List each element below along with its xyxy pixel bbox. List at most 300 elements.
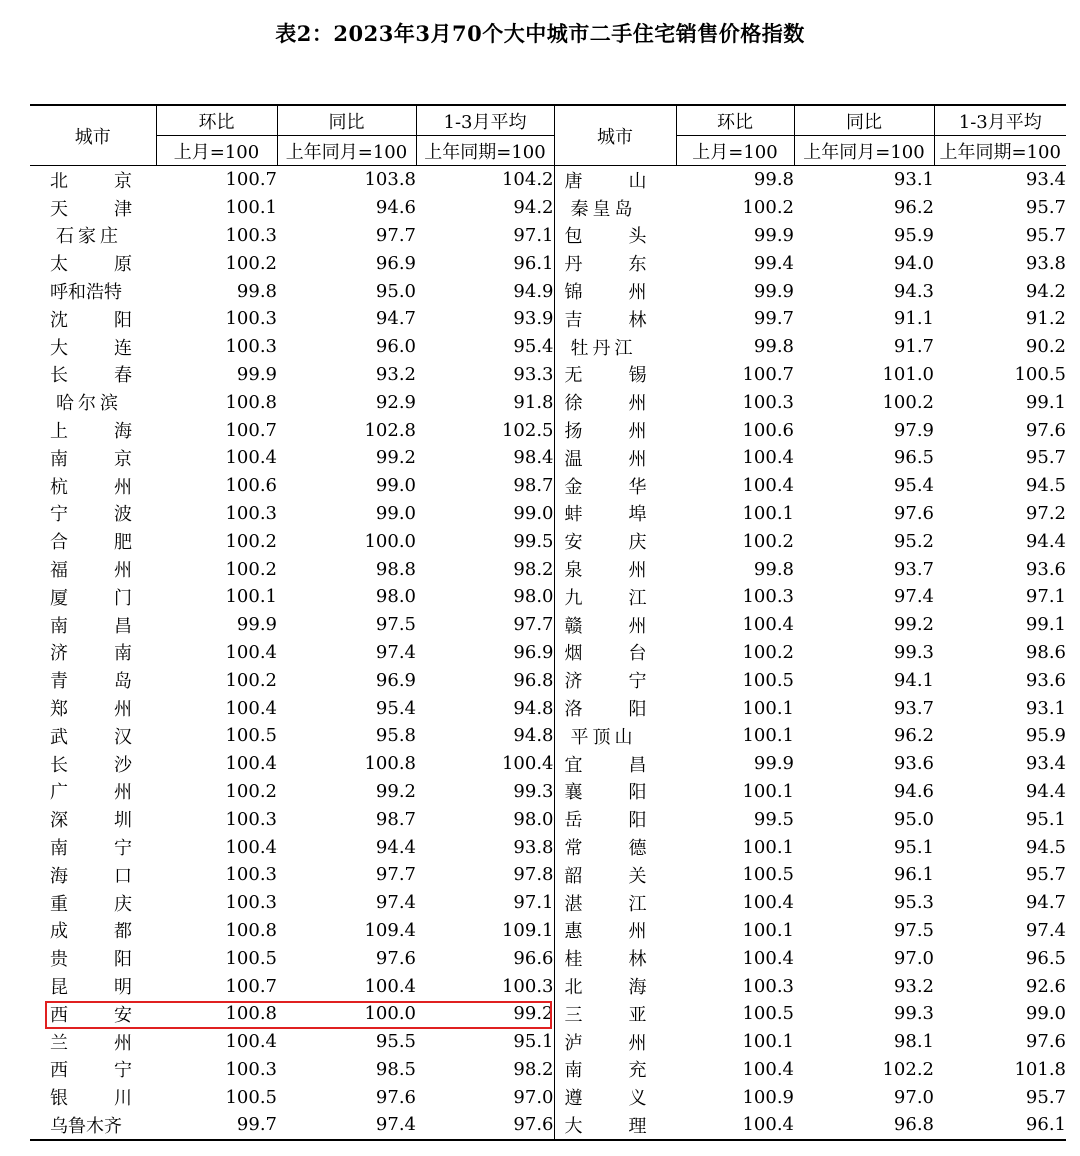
mom-value-left: 100.5 (225, 947, 277, 969)
city-name-left (30, 1000, 156, 1028)
city-label: 长沙 (50, 754, 132, 776)
city-name-right (554, 694, 676, 722)
mom-value-left: 100.3 (225, 808, 277, 830)
city-label: 西宁 (50, 1060, 132, 1082)
avg-value-left: 94.9 (513, 280, 554, 302)
yoy-value-left: 97.7 (375, 224, 416, 246)
mom-value-left: 100.4 (225, 753, 277, 775)
avg-value-right: 95.1 (1025, 808, 1066, 830)
mom-value-left: 100.4 (225, 641, 277, 663)
avg-value-right: 93.4 (1025, 753, 1066, 775)
avg-value-right: 91.2 (1025, 308, 1066, 330)
table-row (30, 361, 1066, 389)
mom-value-left: 100.2 (225, 780, 277, 802)
yoy-value-left: 99.2 (375, 447, 416, 469)
city-label: 襄阳 (564, 782, 647, 804)
avg-value-right: 94.4 (1025, 780, 1066, 802)
yoy-value-left: 99.0 (375, 475, 416, 497)
mom-value-left: 99.7 (156, 1111, 277, 1140)
table-row (30, 694, 1066, 722)
avg-value-left: 93.9 (513, 308, 554, 330)
header-mom-right: 环比 (676, 105, 794, 136)
mom-value-right: 100.2 (742, 197, 794, 219)
mom-value-left: 100.2 (225, 558, 277, 580)
yoy-value-right: 102.2 (882, 1058, 934, 1080)
city-label: 长春 (50, 365, 132, 387)
table-row (30, 388, 1066, 416)
city-label: 温州 (564, 448, 647, 470)
yoy-value-left: 97.4 (375, 641, 416, 663)
header-city-left: 城市 (30, 105, 156, 166)
table-row (30, 917, 1066, 945)
city-label: 济宁 (564, 671, 647, 693)
table-row (30, 778, 1066, 806)
city-name-right (554, 1000, 676, 1028)
city-label: 南宁 (50, 838, 132, 860)
city-label: 重庆 (50, 893, 132, 915)
city-name-left (30, 861, 156, 889)
avg-value-left: 109.1 (501, 919, 554, 941)
city-name-left (30, 388, 156, 416)
yoy-value-left: 98.8 (375, 558, 416, 580)
city-name-right (554, 305, 676, 333)
mom-value-right: 100.4 (742, 447, 794, 469)
avg-value-left: 94.8 (513, 725, 554, 747)
avg-value-right: 96.5 (1025, 947, 1066, 969)
mom-value-left: 100.3 (225, 336, 277, 358)
avg-value-right: 95.9 (1025, 725, 1066, 747)
table-row (30, 722, 1066, 750)
city-name-left (30, 305, 156, 333)
avg-value-left: 93.3 (513, 363, 554, 385)
avg-value-left: 100.4 (501, 753, 554, 775)
yoy-value-left: 97.5 (375, 614, 416, 636)
city-label: 福州 (50, 560, 132, 582)
yoy-value-left: 100.0 (364, 1003, 416, 1025)
avg-value-right: 94.5 (1025, 475, 1066, 497)
mom-value-right: 99.7 (753, 308, 794, 330)
city-name-right (554, 944, 676, 972)
header-yoy-base-left: 上年同月=100 (277, 136, 416, 166)
table-row (30, 889, 1066, 917)
city-label: 杭州 (50, 476, 132, 498)
city-label: 金华 (564, 476, 647, 498)
mom-value-right: 99.9 (753, 753, 794, 775)
yoy-value-right: 97.6 (893, 502, 934, 524)
city-label: 赣州 (564, 615, 647, 637)
city-label: 蚌埠 (564, 504, 647, 526)
city-name-right (554, 1056, 676, 1084)
city-label: 牡丹江 (570, 337, 637, 359)
table-row (30, 1111, 1066, 1140)
avg-value-left: 97.1 (513, 224, 554, 246)
mom-value-right: 99.5 (753, 808, 794, 830)
city-label: 北海 (564, 977, 647, 998)
city-name-left (30, 472, 156, 500)
city-name-right (554, 889, 676, 917)
city-label: 韶关 (564, 865, 647, 887)
avg-value-right: 95.7 (1025, 197, 1066, 219)
city-label: 成都 (50, 921, 132, 943)
mom-value-right: 100.4 (742, 947, 794, 969)
mom-value-right: 99.8 (753, 169, 794, 191)
mom-value-left: 100.4 (225, 447, 277, 469)
city-label: 兰州 (50, 1032, 132, 1054)
yoy-value-right: 100.2 (882, 391, 934, 413)
city-label: 呼和浩特 (50, 282, 122, 304)
city-label: 银川 (50, 1088, 132, 1110)
mom-value-right: 99.8 (753, 336, 794, 358)
city-name-right (554, 722, 676, 750)
city-label: 湛江 (564, 893, 647, 915)
yoy-value-right: 94.3 (893, 280, 934, 302)
table-row (30, 750, 1066, 778)
mom-value-left: 100.8 (225, 391, 277, 413)
city-label: 昆明 (50, 977, 132, 998)
city-label: 合肥 (50, 532, 132, 554)
yoy-value-right: 96.1 (893, 864, 934, 886)
avg-value-right: 99.1 (1025, 391, 1066, 413)
yoy-value-left: 103.8 (364, 169, 416, 191)
yoy-value-right: 94.0 (893, 252, 934, 274)
avg-value-right: 95.7 (1025, 864, 1066, 886)
city-name-left (30, 750, 156, 778)
yoy-value-right: 93.1 (893, 169, 934, 191)
avg-value-right: 101.8 (1014, 1058, 1066, 1080)
avg-value-left: 96.1 (513, 252, 554, 274)
avg-value-right: 99.0 (1025, 1003, 1066, 1025)
avg-value-right: 97.1 (1025, 586, 1066, 608)
avg-value-left: 98.2 (513, 1058, 554, 1080)
mom-value-right: 99.9 (753, 280, 794, 302)
yoy-value-left: 100.4 (364, 975, 416, 997)
city-label: 青岛 (50, 671, 132, 693)
yoy-value-right: 95.9 (893, 224, 934, 246)
city-name-right (554, 750, 676, 778)
city-label: 南昌 (50, 615, 132, 637)
city-name-left (30, 333, 156, 361)
city-label: 惠州 (564, 921, 647, 943)
table-row (30, 833, 1066, 861)
city-name-left (30, 1083, 156, 1111)
avg-value-right: 95.7 (1025, 224, 1066, 246)
header-avg-base-left: 上年同期=100 (416, 136, 554, 166)
yoy-value-left: 97.4 (375, 892, 416, 914)
yoy-value-left: 100.0 (364, 530, 416, 552)
city-name-right (554, 166, 676, 194)
avg-value-left: 98.0 (513, 586, 554, 608)
city-name-right (554, 416, 676, 444)
mom-value-right: 99.9 (753, 224, 794, 246)
city-label: 桂林 (564, 949, 647, 971)
city-name-right (554, 277, 676, 305)
city-label: 海口 (50, 865, 132, 887)
city-label: 宜昌 (564, 754, 647, 776)
avg-value-left: 102.5 (501, 419, 554, 441)
city-name-left (30, 972, 156, 1000)
mom-value-left: 100.3 (225, 224, 277, 246)
yoy-value-left: 95.5 (375, 1031, 416, 1053)
yoy-value-right: 97.0 (893, 1086, 934, 1108)
city-name-right (554, 611, 676, 639)
city-label: 乌鲁木齐 (50, 1115, 122, 1137)
mom-value-left: 100.4 (225, 697, 277, 719)
city-label: 扬州 (564, 421, 647, 443)
avg-value-left: 97.6 (416, 1111, 554, 1140)
yoy-value-left: 92.9 (375, 391, 416, 413)
city-label: 深圳 (50, 810, 132, 832)
header-mom-base-left: 上月=100 (156, 136, 277, 166)
avg-value-left: 91.8 (513, 391, 554, 413)
table-row (30, 333, 1066, 361)
city-label: 太原 (50, 254, 132, 276)
yoy-value-left: 95.0 (375, 280, 416, 302)
city-label: 吉林 (564, 309, 647, 331)
avg-value-right: 94.2 (1025, 280, 1066, 302)
table-row (30, 666, 1066, 694)
mom-value-left: 100.2 (225, 530, 277, 552)
yoy-value-left: 98.5 (375, 1058, 416, 1080)
mom-value-right: 100.1 (742, 502, 794, 524)
table-header (30, 105, 1066, 166)
mom-value-left: 100.5 (225, 725, 277, 747)
city-name-left (30, 805, 156, 833)
mom-value-left: 100.7 (225, 975, 277, 997)
mom-value-left: 99.9 (236, 614, 277, 636)
city-label: 宁波 (50, 504, 132, 526)
city-name-left (30, 194, 156, 222)
avg-value-left: 96.6 (513, 947, 554, 969)
city-name-left (30, 944, 156, 972)
avg-value-right: 97.4 (1025, 919, 1066, 941)
avg-value-right: 93.1 (1025, 697, 1066, 719)
avg-value-right: 94.7 (1025, 892, 1066, 914)
city-name-left (30, 694, 156, 722)
city-name-right (554, 194, 676, 222)
yoy-value-right: 95.1 (893, 836, 934, 858)
avg-value-right: 92.6 (1025, 975, 1066, 997)
mom-value-right: 100.1 (742, 836, 794, 858)
city-label: 安庆 (564, 532, 647, 554)
city-name-left (30, 1111, 156, 1140)
table-row (30, 555, 1066, 583)
mom-value-right: 100.4 (742, 614, 794, 636)
avg-value-left: 98.2 (513, 558, 554, 580)
city-label: 丹东 (564, 254, 647, 276)
city-name-left (30, 277, 156, 305)
yoy-value-right: 93.6 (893, 753, 934, 775)
avg-value-right: 95.7 (1025, 1086, 1066, 1108)
table-row (30, 639, 1066, 667)
yoy-value-right: 95.0 (893, 808, 934, 830)
city-label: 厦门 (50, 587, 132, 609)
yoy-value-left: 98.7 (375, 808, 416, 830)
yoy-value-left: 97.7 (375, 864, 416, 886)
yoy-value-left: 96.9 (375, 669, 416, 691)
avg-value-left: 97.1 (513, 892, 554, 914)
table-row (30, 805, 1066, 833)
city-label: 洛阳 (564, 699, 647, 721)
city-name-right (554, 861, 676, 889)
header-city-right: 城市 (554, 105, 676, 166)
yoy-value-right: 98.1 (893, 1031, 934, 1053)
avg-value-right: 99.1 (1025, 614, 1066, 636)
city-label: 哈尔滨 (56, 393, 122, 415)
header-mom-base-right: 上月=100 (676, 136, 794, 166)
mom-value-right: 100.3 (742, 391, 794, 413)
mom-value-left: 100.4 (225, 1031, 277, 1053)
city-label: 烟台 (564, 643, 647, 665)
avg-value-right: 100.5 (1014, 363, 1066, 385)
mom-value-right: 100.5 (742, 864, 794, 886)
yoy-value-left: 97.4 (277, 1111, 416, 1140)
mom-value-left: 100.8 (225, 1003, 277, 1025)
avg-value-left: 96.9 (513, 641, 554, 663)
city-label: 唐山 (564, 170, 647, 192)
avg-value-right: 93.4 (1025, 169, 1066, 191)
mom-value-left: 100.3 (225, 308, 277, 330)
city-name-right (554, 333, 676, 361)
avg-value-left: 99.2 (513, 1003, 554, 1025)
avg-value-left: 99.3 (513, 780, 554, 802)
city-name-left (30, 639, 156, 667)
city-name-left (30, 555, 156, 583)
city-name-right (554, 972, 676, 1000)
mom-value-left: 100.5 (225, 1086, 277, 1108)
city-name-right (554, 472, 676, 500)
mom-value-left: 100.1 (225, 586, 277, 608)
avg-value-left: 100.3 (501, 975, 554, 997)
table-row (30, 861, 1066, 889)
mom-value-left: 100.7 (225, 419, 277, 441)
city-label: 武汉 (50, 726, 132, 748)
header-yoy-left: 同比 (277, 105, 416, 136)
avg-value-left: 95.4 (513, 336, 554, 358)
city-name-right (554, 639, 676, 667)
table-row (30, 500, 1066, 528)
city-name-right (554, 833, 676, 861)
city-label: 南充 (564, 1060, 647, 1082)
mom-value-left: 100.3 (225, 502, 277, 524)
yoy-value-left: 109.4 (364, 919, 416, 941)
city-label: 平顶山 (570, 726, 637, 748)
avg-value-left: 93.8 (513, 836, 554, 858)
city-name-right (554, 1111, 676, 1140)
mom-value-left: 99.8 (236, 280, 277, 302)
table-row (30, 527, 1066, 555)
mom-value-right: 100.5 (742, 1003, 794, 1025)
yoy-value-right: 96.5 (893, 447, 934, 469)
mom-value-right: 100.4 (742, 892, 794, 914)
mom-value-left: 100.2 (225, 252, 277, 274)
avg-value-right: 95.7 (1025, 447, 1066, 469)
city-label: 泉州 (564, 560, 647, 582)
mom-value-left: 100.2 (225, 669, 277, 691)
city-label: 九江 (564, 587, 647, 609)
city-name-left (30, 527, 156, 555)
mom-value-right: 100.1 (742, 725, 794, 747)
city-label: 大连 (50, 337, 132, 359)
header-avg-left: 1-3月平均 (416, 105, 554, 136)
yoy-value-left: 94.4 (375, 836, 416, 858)
city-label: 沈阳 (50, 309, 132, 331)
city-label: 西安 (50, 1004, 132, 1026)
yoy-value-left: 96.9 (375, 252, 416, 274)
yoy-value-right: 93.7 (893, 558, 934, 580)
mom-value-right: 100.4 (676, 1111, 794, 1140)
yoy-value-left: 102.8 (364, 419, 416, 441)
city-name-right (554, 666, 676, 694)
yoy-value-right: 96.2 (893, 197, 934, 219)
mom-value-right: 100.3 (742, 975, 794, 997)
avg-value-right: 93.6 (1025, 669, 1066, 691)
mom-value-right: 100.9 (742, 1086, 794, 1108)
city-label: 上海 (50, 421, 132, 443)
yoy-value-right: 97.9 (893, 419, 934, 441)
avg-value-left: 104.2 (501, 169, 554, 191)
yoy-value-left: 93.2 (375, 363, 416, 385)
city-name-left (30, 666, 156, 694)
avg-value-left: 98.0 (513, 808, 554, 830)
mom-value-right: 100.6 (742, 419, 794, 441)
header-yoy-right: 同比 (794, 105, 934, 136)
yoy-value-left: 94.7 (375, 308, 416, 330)
mom-value-right: 100.1 (742, 919, 794, 941)
yoy-value-right: 91.1 (893, 308, 934, 330)
city-label: 遵义 (564, 1088, 647, 1110)
mom-value-left: 100.1 (225, 197, 277, 219)
avg-value-right: 96.1 (934, 1111, 1066, 1140)
city-name-left (30, 416, 156, 444)
city-name-left (30, 166, 156, 194)
table-row (30, 194, 1066, 222)
avg-value-right: 98.6 (1025, 641, 1066, 663)
header-avg-right: 1-3月平均 (934, 105, 1066, 136)
city-label: 广州 (50, 782, 132, 804)
yoy-value-right: 96.8 (794, 1111, 934, 1140)
yoy-value-right: 97.0 (893, 947, 934, 969)
mom-value-left: 100.8 (225, 919, 277, 941)
avg-value-right: 94.5 (1025, 836, 1066, 858)
city-label: 秦皇岛 (570, 198, 637, 220)
yoy-value-left: 96.0 (375, 336, 416, 358)
mom-value-left: 99.9 (236, 363, 277, 385)
avg-value-left: 99.0 (513, 502, 554, 524)
avg-value-right: 93.6 (1025, 558, 1066, 580)
yoy-value-left: 95.4 (375, 697, 416, 719)
yoy-value-right: 93.7 (893, 697, 934, 719)
mom-value-right: 100.4 (742, 475, 794, 497)
avg-value-right: 93.8 (1025, 252, 1066, 274)
mom-value-right: 99.8 (753, 558, 794, 580)
city-name-left (30, 778, 156, 806)
city-name-right (554, 778, 676, 806)
table-row (30, 444, 1066, 472)
avg-value-left: 99.5 (513, 530, 554, 552)
yoy-value-right: 95.2 (893, 530, 934, 552)
table-row (30, 166, 1066, 194)
mom-value-right: 100.2 (742, 530, 794, 552)
city-name-right (554, 917, 676, 945)
city-name-left (30, 1028, 156, 1056)
city-name-right (554, 222, 676, 250)
yoy-value-left: 99.2 (375, 780, 416, 802)
table-row (30, 1056, 1066, 1084)
city-name-right (554, 361, 676, 389)
table-row (30, 944, 1066, 972)
city-name-left (30, 722, 156, 750)
header-yoy-base-right: 上年同月=100 (794, 136, 934, 166)
